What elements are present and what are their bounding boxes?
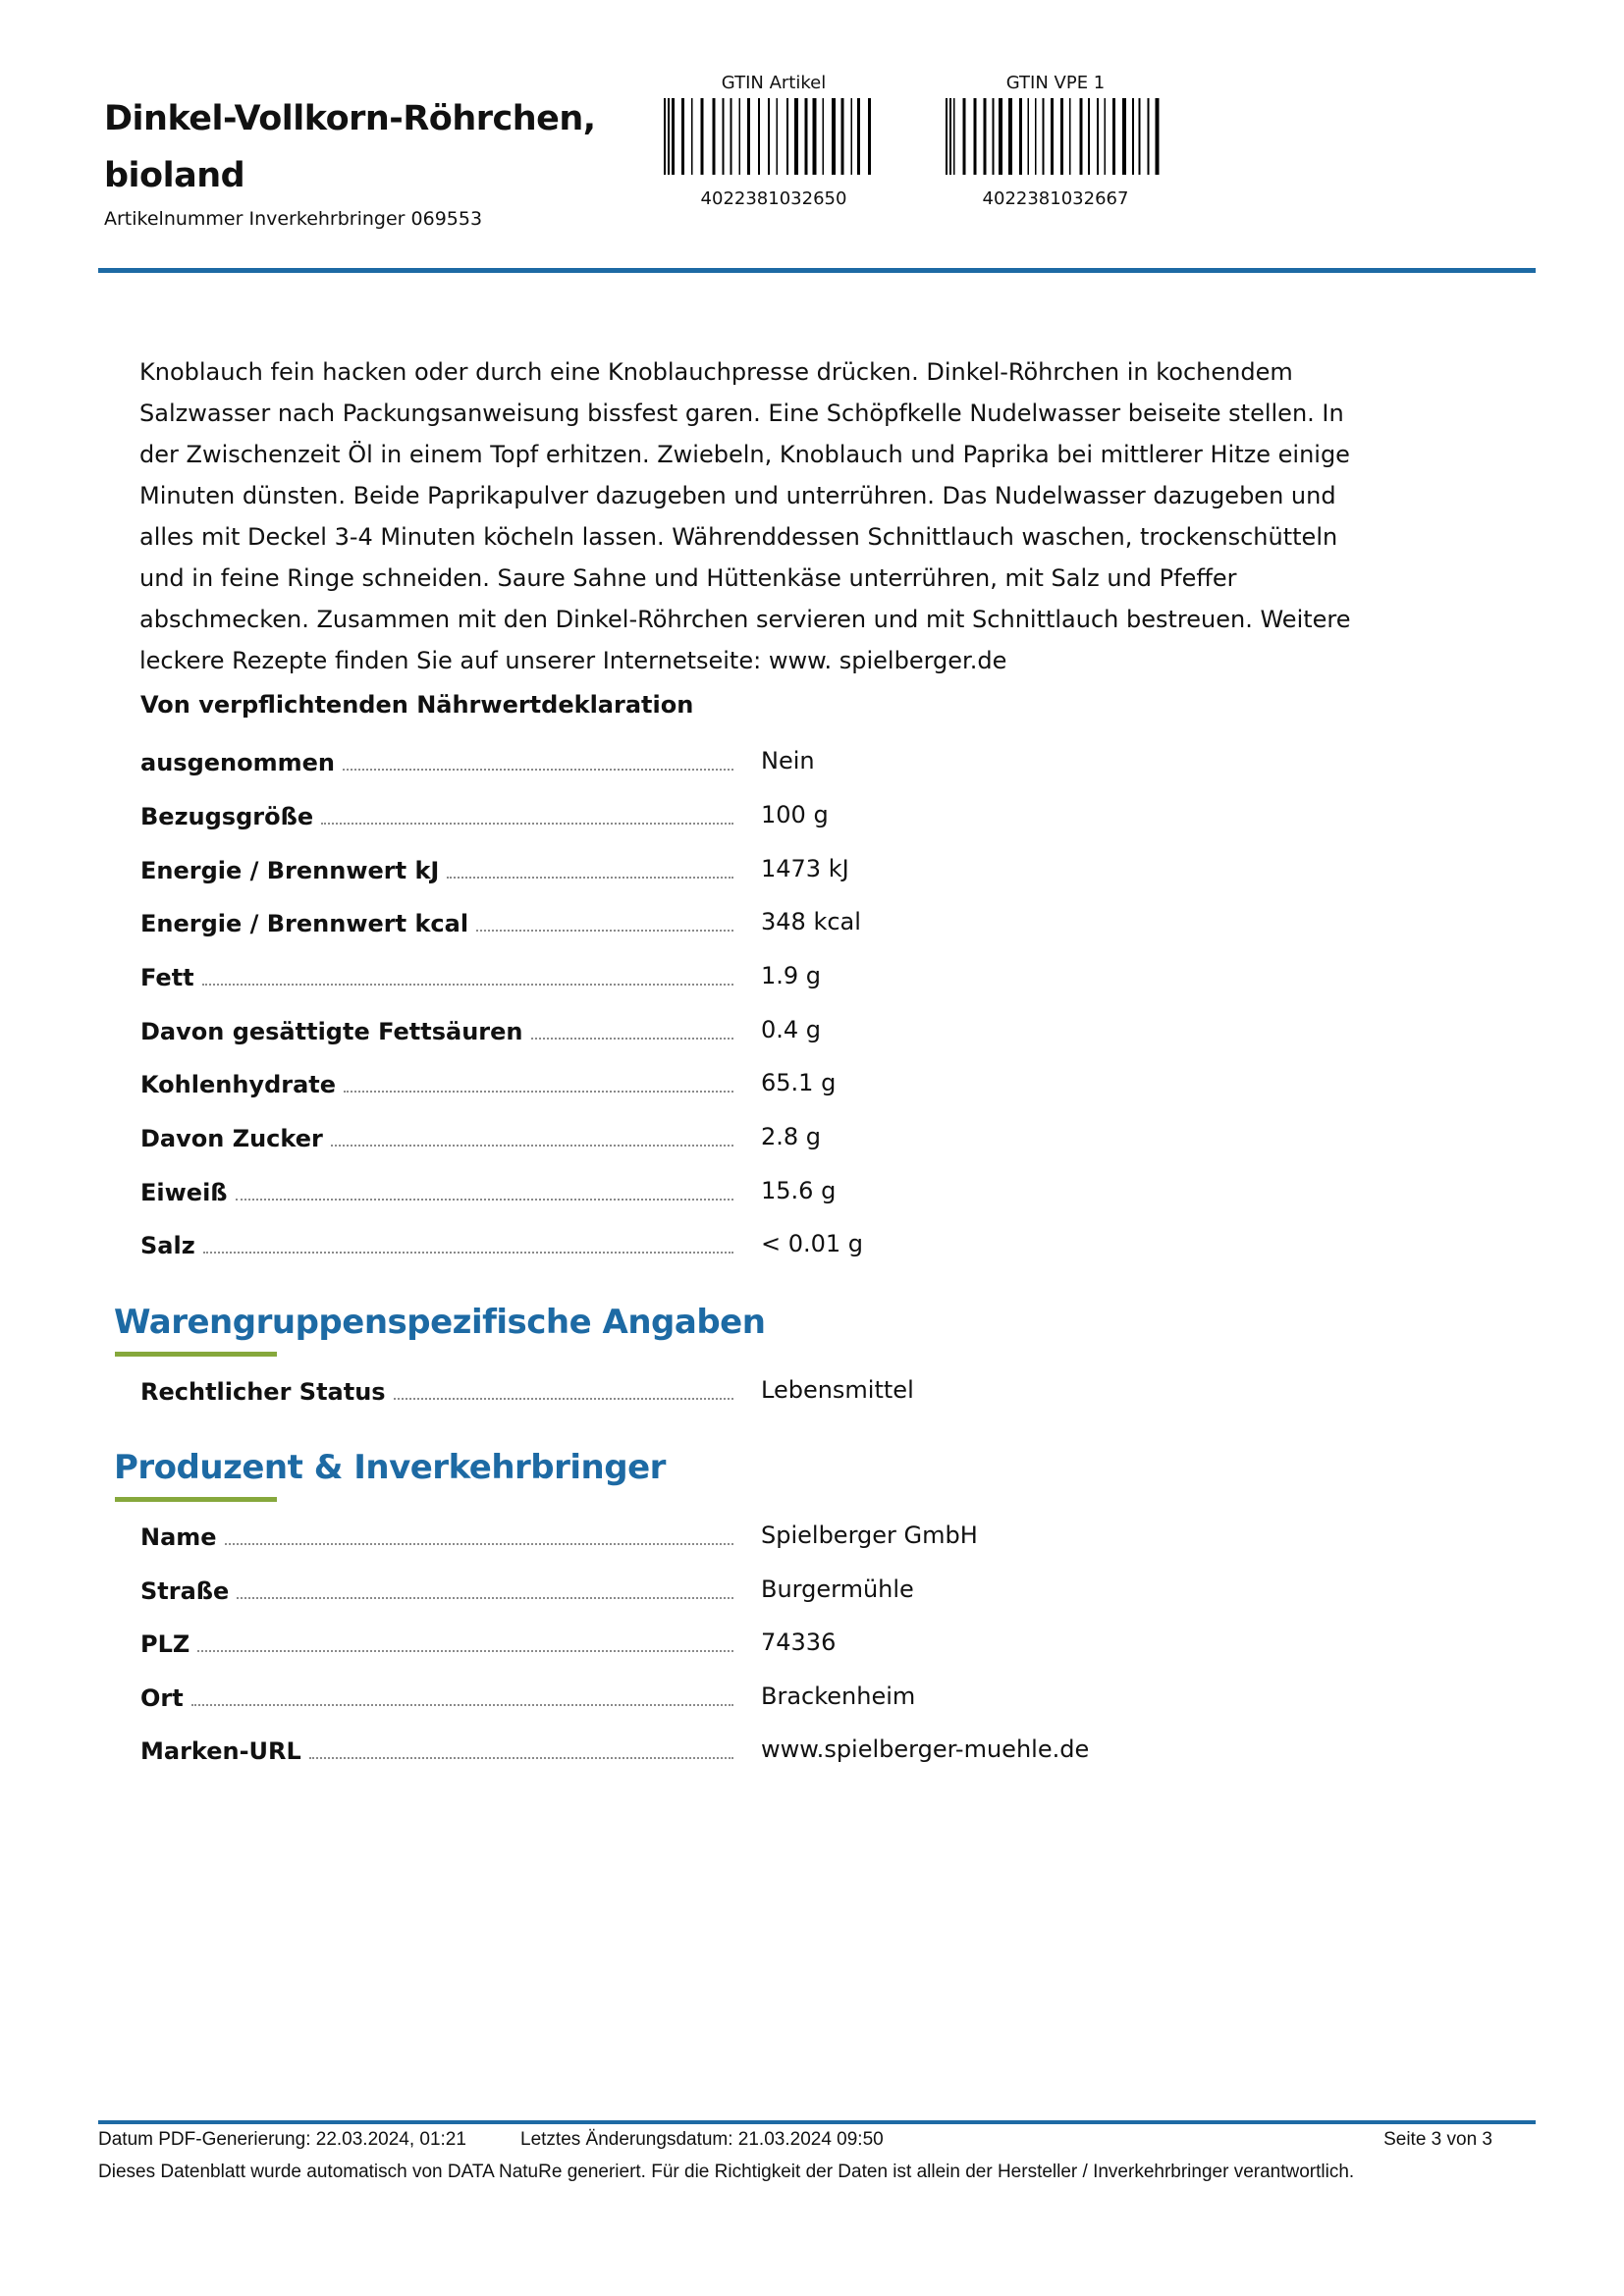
nutrition-row-fett xyxy=(140,957,1417,996)
section-underline xyxy=(115,1497,277,1502)
dot-leader xyxy=(531,1038,734,1040)
dot-leader xyxy=(237,1597,733,1599)
dot-leader xyxy=(309,1757,733,1759)
row-value: 2.8 g xyxy=(761,1123,822,1150)
barcode-icon xyxy=(944,98,1167,175)
nutrition-row-ausgenommen xyxy=(140,742,1417,781)
footer-disclaimer: Dieses Datenblatt wurde automatisch von DATA NatuRe generiert. Für die Richtigkeit der Daten ist allein der Hersteller / Inverkehrbringer verantwortlich. xyxy=(98,2162,1355,2182)
row-ort xyxy=(140,1678,1417,1717)
nutrition-heading: Von verpflichtenden Nährwertdeklaration xyxy=(140,691,694,719)
dot-leader xyxy=(394,1398,733,1400)
barcode-number: 4022381032650 xyxy=(700,188,847,209)
barcode-gtin-artikel xyxy=(656,73,892,209)
nutrition-row-energie-kj xyxy=(140,850,1417,889)
row-value: Nein xyxy=(761,747,815,774)
row-value: 100 g xyxy=(761,801,829,828)
footer-page-number: Seite 3 von 3 xyxy=(1383,2129,1492,2150)
row-label: Ort xyxy=(140,1684,184,1712)
section-title-produzent: Produzent & Inverkehrbringer xyxy=(114,1448,666,1487)
dot-leader xyxy=(202,984,733,986)
dot-leader xyxy=(236,1199,733,1201)
dot-leader xyxy=(343,769,733,771)
row-label: Davon Zucker xyxy=(140,1125,323,1152)
row-value: 74336 xyxy=(761,1629,837,1656)
row-rechtlicher-status xyxy=(140,1371,1417,1411)
row-label: Fett xyxy=(140,964,194,991)
nutrition-row-eiweiss xyxy=(140,1172,1417,1211)
footer-generated-date: Datum PDF-Generierung: 22.03.2024, 01:21 xyxy=(98,2129,466,2150)
row-label: Energie / Brennwert kcal xyxy=(140,910,469,937)
barcode-icon xyxy=(662,98,886,175)
row-label: ausgenommen xyxy=(140,749,335,776)
footer-divider xyxy=(98,2120,1536,2124)
barcode-gtin-vpe xyxy=(938,73,1173,209)
row-value: 0.4 g xyxy=(761,1016,822,1043)
row-marken-url xyxy=(140,1731,1417,1770)
section-title-warengruppe: Warengruppenspezifische Angaben xyxy=(114,1303,766,1342)
row-name xyxy=(140,1517,1417,1556)
section-underline xyxy=(115,1352,277,1357)
row-label: Rechtlicher Status xyxy=(140,1378,386,1406)
row-value: 348 kcal xyxy=(761,908,861,935)
row-label: Kohlenhydrate xyxy=(140,1071,337,1098)
header-divider xyxy=(98,268,1536,273)
dot-leader xyxy=(203,1252,733,1254)
dot-leader xyxy=(321,823,733,825)
dot-leader xyxy=(447,877,733,879)
row-label: Energie / Brennwert kJ xyxy=(140,857,440,884)
row-label: Marken-URL xyxy=(140,1737,301,1765)
dot-leader xyxy=(191,1704,733,1706)
row-label: Bezugsgröße xyxy=(140,803,314,830)
nutrition-row-energie-kcal xyxy=(140,903,1417,942)
row-label: Davon gesättigte Fettsäuren xyxy=(140,1018,523,1045)
nutrition-row-gesaettigte-fettsaeuren xyxy=(140,1011,1417,1050)
row-strasse xyxy=(140,1571,1417,1610)
row-value: Brackenheim xyxy=(761,1682,916,1710)
nutrition-row-bezugsgroesse xyxy=(140,796,1417,835)
product-title xyxy=(104,90,615,204)
nutrition-row-kohlenhydrate xyxy=(140,1064,1417,1103)
row-value: 65.1 g xyxy=(761,1069,837,1096)
dot-leader xyxy=(476,930,733,932)
barcode-label: GTIN Artikel xyxy=(721,73,827,93)
row-label: Eiweiß xyxy=(140,1179,228,1206)
footer-changed-date: Letztes Änderungsdatum: 21.03.2024 09:50 xyxy=(520,2129,884,2150)
row-value: Spielberger GmbH xyxy=(761,1522,978,1549)
barcode-number: 4022381032667 xyxy=(982,188,1129,209)
nutrition-row-zucker xyxy=(140,1118,1417,1157)
dot-leader xyxy=(225,1543,733,1545)
recipe-text: Knoblauch fein hacken oder durch eine Knoblauchpresse drücken. Dinkel-Röhrchen in kochendem Salzwasser nach Packungsanweisung bissfest garen. Eine Schöpfkelle Nudelwasser beiseite stellen. In der Zwischenzeit Öl in einem Topf erhitzen. Zwiebeln, Knoblauch und Paprika bei mittlerer Hitze einige Minuten dünsten. Beide Paprikapulver dazugeben und unterrühren. Das Nudelwasser dazugeben und alles mit Deckel 3-4 Minuten köcheln lassen. Währenddessen Schnittlauch waschen, trockenschütteln und in feine Ringe schneiden. Saure Sahne und Hüttenkäse unterrühren, mit Salz und Pfeffer abschmecken. Zusammen mit den Dinkel-Röhrchen servieren und mit Schnittlauch bestreuen. Weitere leckere Rezepte finden Sie auf unserer Internetseite: www. spielberger.de xyxy=(139,358,1351,674)
row-value: Burgermühle xyxy=(761,1575,914,1603)
row-value: 15.6 g xyxy=(761,1177,837,1204)
row-plz xyxy=(140,1624,1417,1663)
row-label: Name xyxy=(140,1523,217,1551)
dot-leader xyxy=(331,1145,733,1147)
row-value: 1.9 g xyxy=(761,962,822,989)
barcode-label: GTIN VPE 1 xyxy=(1005,73,1106,93)
product-title-line-1: Dinkel-Vollkorn-Röhrchen, xyxy=(104,99,596,138)
row-label: Straße xyxy=(140,1577,230,1605)
product-title-line-2: bioland xyxy=(104,156,245,195)
row-label: PLZ xyxy=(140,1630,190,1658)
row-value: < 0.01 g xyxy=(761,1230,864,1257)
article-number: Artikelnummer Inverkehrbringer 069553 xyxy=(104,208,483,230)
row-value: www.spielberger-muehle.de xyxy=(761,1735,1090,1763)
dot-leader xyxy=(197,1650,733,1652)
dot-leader xyxy=(344,1091,733,1093)
nutrition-row-salz xyxy=(140,1225,1417,1264)
row-value: Lebensmittel xyxy=(761,1376,914,1404)
row-label: Salz xyxy=(140,1232,195,1259)
row-value: 1473 kJ xyxy=(761,855,849,882)
